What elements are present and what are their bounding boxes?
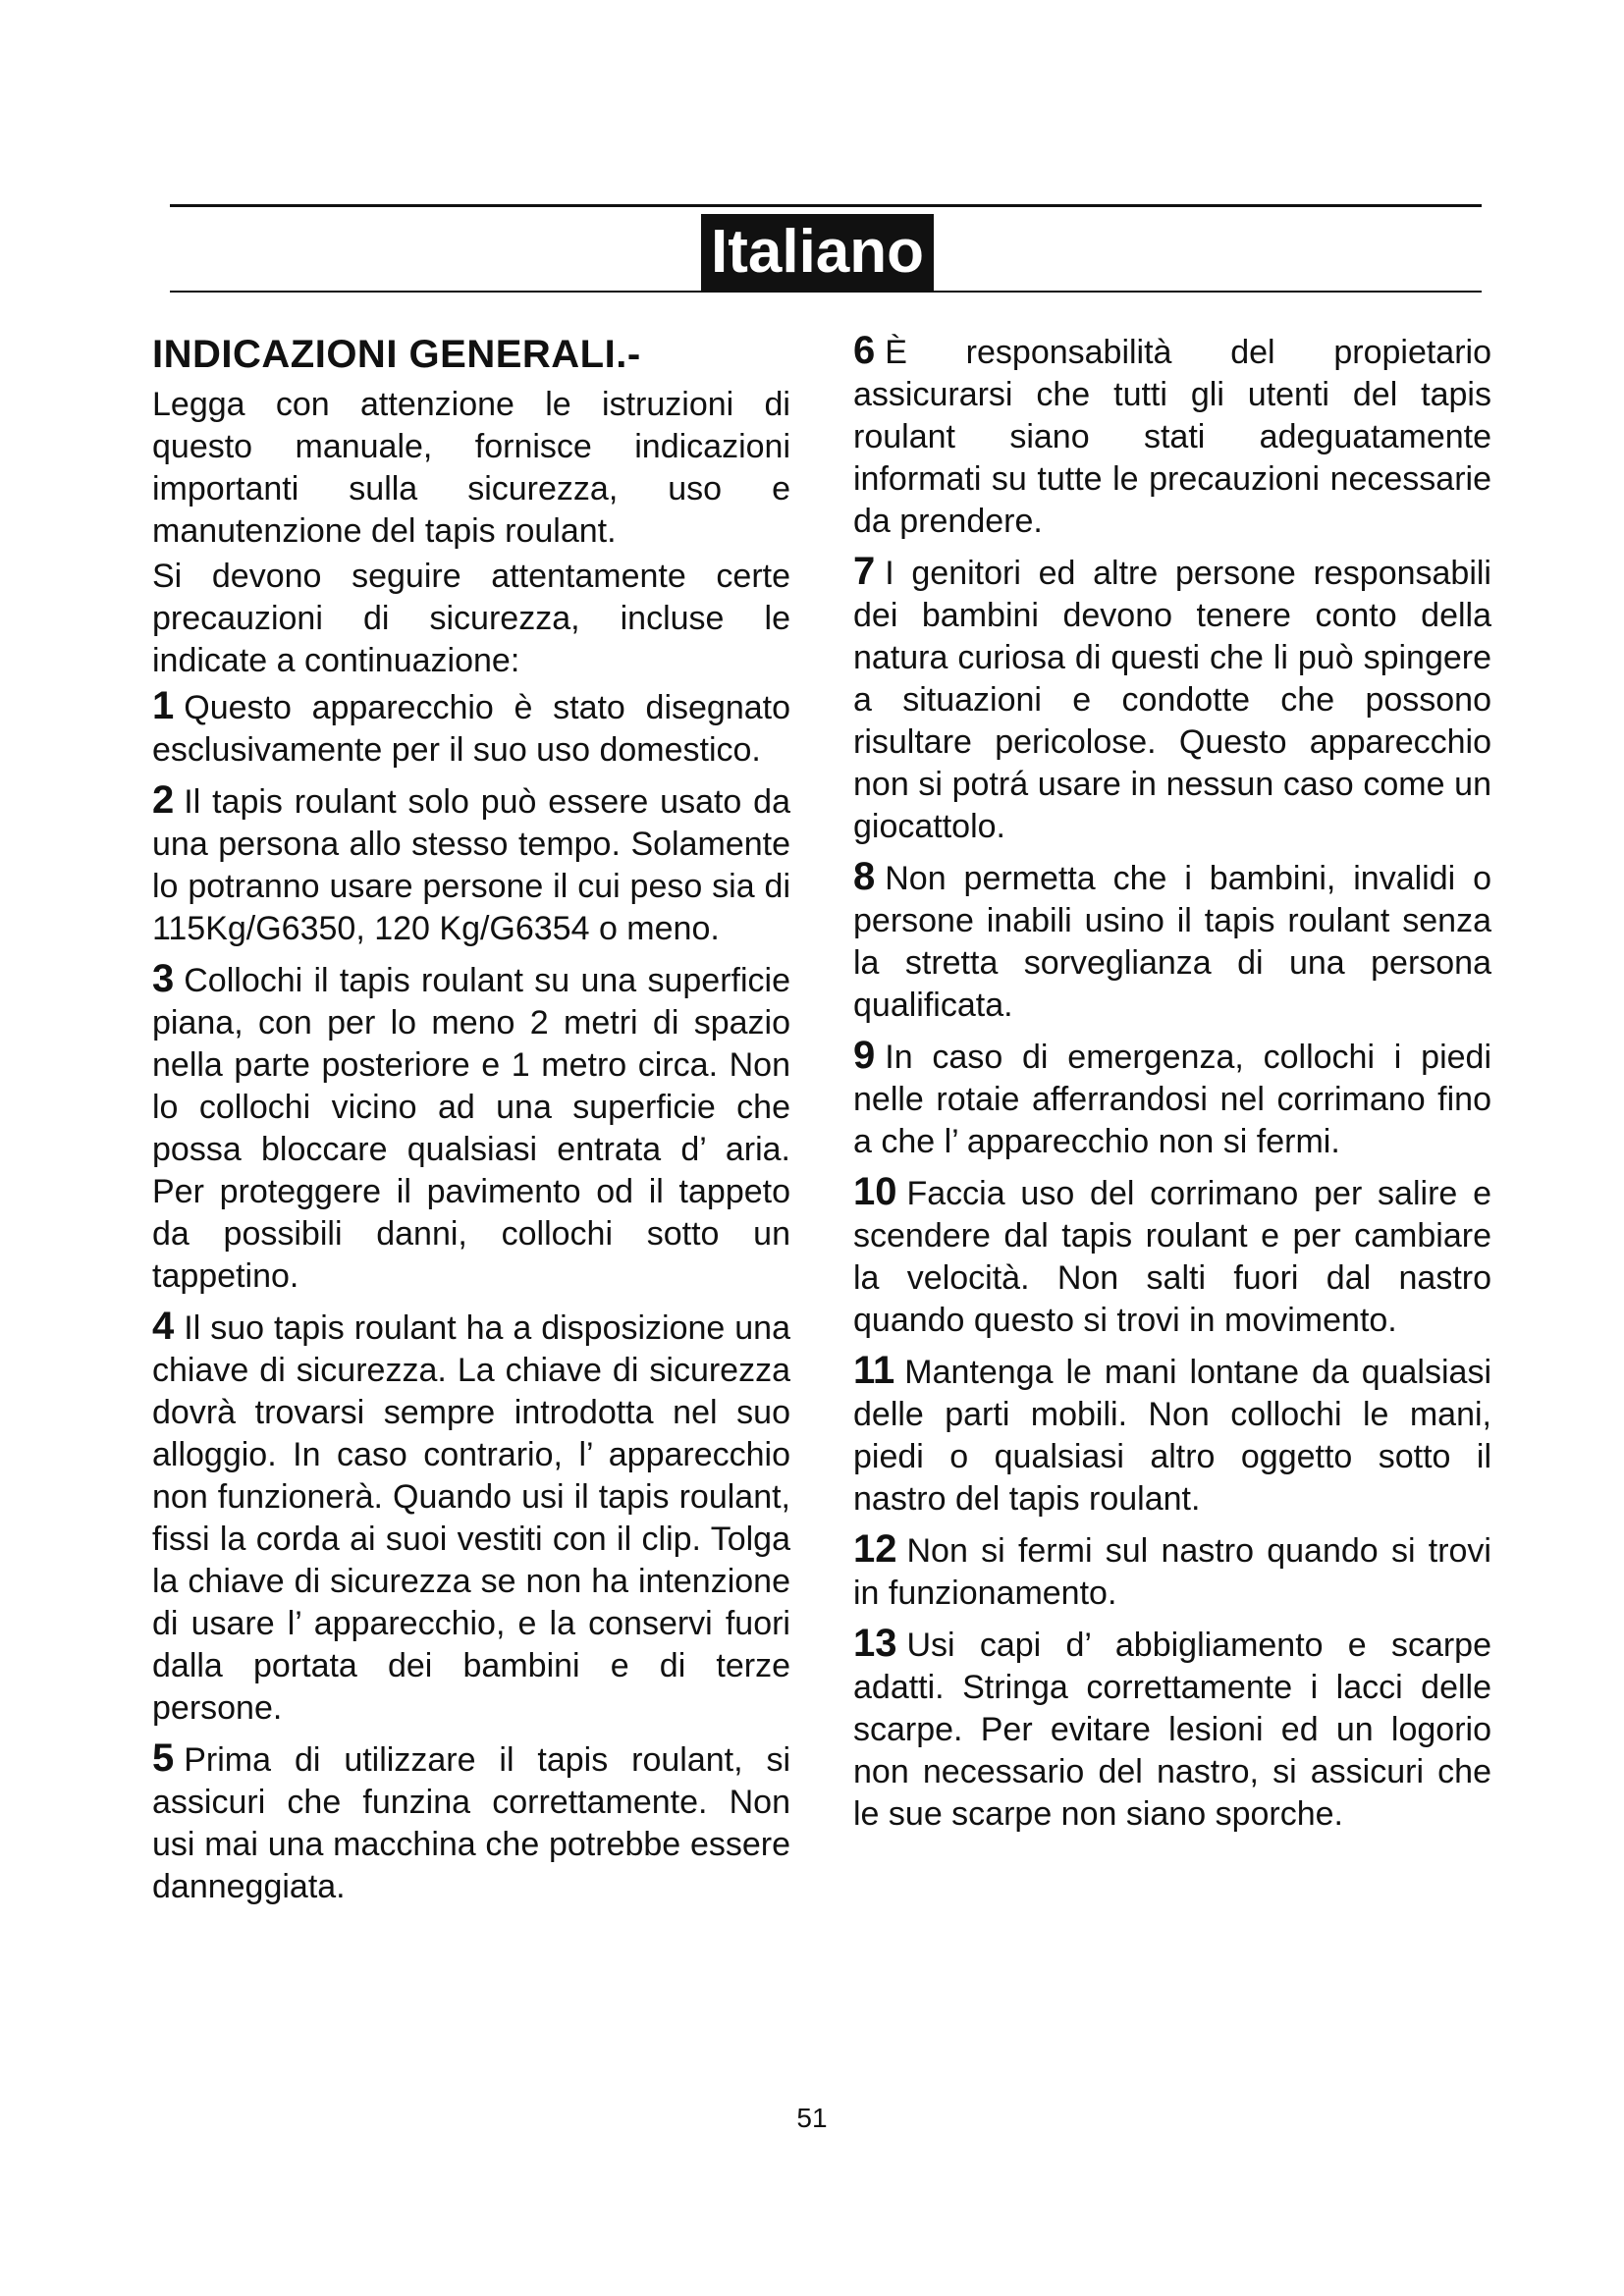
item-text: Prima di utilizzare il tapis roulant, si assicuri che funzina correttamente. Non usi mai una macchina che potrebbe essere danneggiata. <box>152 1741 790 1905</box>
item-number: 2 <box>152 778 175 822</box>
item-text: I genitori ed altre persone responsabili dei bambini devono tenere conto della natura curiosa di questi che li può spingere a situazioni e condotte che possono risultare pericolose. Questo apparecchio non si potrá usare in nessun caso come un giocattolo. <box>853 555 1491 845</box>
instruction-item <box>853 856 1491 1027</box>
instruction-item <box>152 779 790 950</box>
item-text: Usi capi d’ abbigliamento e scarpe adatti. Stringa correttamente i lacci delle scarpe. Per evitare lesioni ed un logorio non necessario del nastro, si assicuri che le sue scarpe non siano sporche. <box>853 1627 1491 1833</box>
instruction-item <box>152 685 790 772</box>
header-rule-top <box>170 204 1482 207</box>
item-text: Il tapis roulant solo può essere usato da una persona allo stesso tempo. Solamente lo potranno usare persone il cui peso sia di 115Kg/G6350, 120 Kg/G6354 o meno. <box>152 783 790 947</box>
instruction-item <box>853 551 1491 848</box>
item-number: 4 <box>152 1305 175 1348</box>
item-text: Questo apparecchio è stato disegnato esclusivamente per il suo uso domestico. <box>152 689 790 769</box>
left-column <box>152 330 790 1916</box>
intro-paragraph: Legga con attenzione le istruzioni di questo manuale, fornisce indicazioni importanti sulla sicurezza, uso e manutenzione del tapis roulant. <box>152 386 790 550</box>
item-text: In caso di emergenza, collochi i piedi nelle rotaie afferrandosi nel corrimano fino a che l’ apparecchio non si fermi. <box>853 1039 1491 1160</box>
instruction-item <box>853 330 1491 543</box>
item-text: Faccia uso del corrimano per salire e scendere dal tapis roulant e per cambiare la velocità. Non salti fuori dal nastro quando questo si trovi in movimento. <box>853 1175 1491 1339</box>
right-column <box>853 330 1491 1843</box>
item-number: 3 <box>152 957 175 1000</box>
instruction-item <box>853 1350 1491 1521</box>
item-text: Il suo tapis roulant ha a disposizione una chiave di sicurezza. La chiave di sicurezza dovrà trovarsi sempre introdotta nel suo alloggio. In caso contrario, l’ apparecchio non funzionerà. Quando usi il tapis roulant, fissi la corda ai suoi vestiti con il clip. Tolga la chiave di sicurezza se non ha intenzione di usare l’ apparecchio, e la conservi fuori dalla portata dei bambini e di terze persone. <box>152 1309 790 1727</box>
item-number: 8 <box>853 855 876 898</box>
instruction-item <box>152 958 790 1298</box>
instruction-item <box>853 1528 1491 1615</box>
item-number: 12 <box>853 1527 897 1571</box>
language-title: Italiano <box>701 214 934 291</box>
item-number: 13 <box>853 1622 897 1665</box>
instruction-item <box>853 1623 1491 1836</box>
instruction-item <box>152 1306 790 1730</box>
instruction-item <box>853 1171 1491 1342</box>
item-number: 7 <box>853 550 876 593</box>
item-number: 6 <box>853 329 876 372</box>
item-text: È responsabilità del propietario assicurarsi che tutti gli utenti del tapis roulant siano stati adeguatamente informati su tutte le precauzioni necessarie da prendere. <box>853 334 1491 540</box>
instruction-item <box>853 1035 1491 1163</box>
item-number: 9 <box>853 1034 876 1077</box>
item-number: 11 <box>853 1349 895 1392</box>
item-text: Non si fermi sul nastro quando si trovi in funzionamento. <box>853 1532 1491 1612</box>
item-text: Mantenga le mani lontane da qualsiasi delle parti mobili. Non collochi le mani, piedi o qualsiasi altro oggetto sotto il nastro del tapis roulant. <box>853 1354 1491 1518</box>
item-text: Collochi il tapis roulant su una superficie piana, con per lo meno 2 metri di spazio nella parte posteriore e 1 metro circa. Non lo collochi vicino ad una superficie che possa bloccare qualsiasi entrata d’ aria. Per proteggere il pavimento od il tappeto da possibili danni, collochi sotto un tappetino. <box>152 962 790 1295</box>
header-rule-bottom <box>170 291 1482 293</box>
page-number: 51 <box>796 2103 828 2133</box>
intro-paragraph: Si devono seguire attentamente certe precauzioni di sicurezza, incluse le indicate a continuazione: <box>152 558 790 679</box>
item-text: Non permetta che i bambini, invalidi o persone inabili usino il tapis roulant senza la stretta sorveglianza di una persona qualificata. <box>853 860 1491 1024</box>
item-number: 10 <box>853 1170 897 1213</box>
section-heading: INDICAZIONI GENERALI.- <box>152 333 641 376</box>
item-number: 5 <box>152 1736 175 1780</box>
instruction-item <box>152 1737 790 1908</box>
item-number: 1 <box>152 684 175 727</box>
